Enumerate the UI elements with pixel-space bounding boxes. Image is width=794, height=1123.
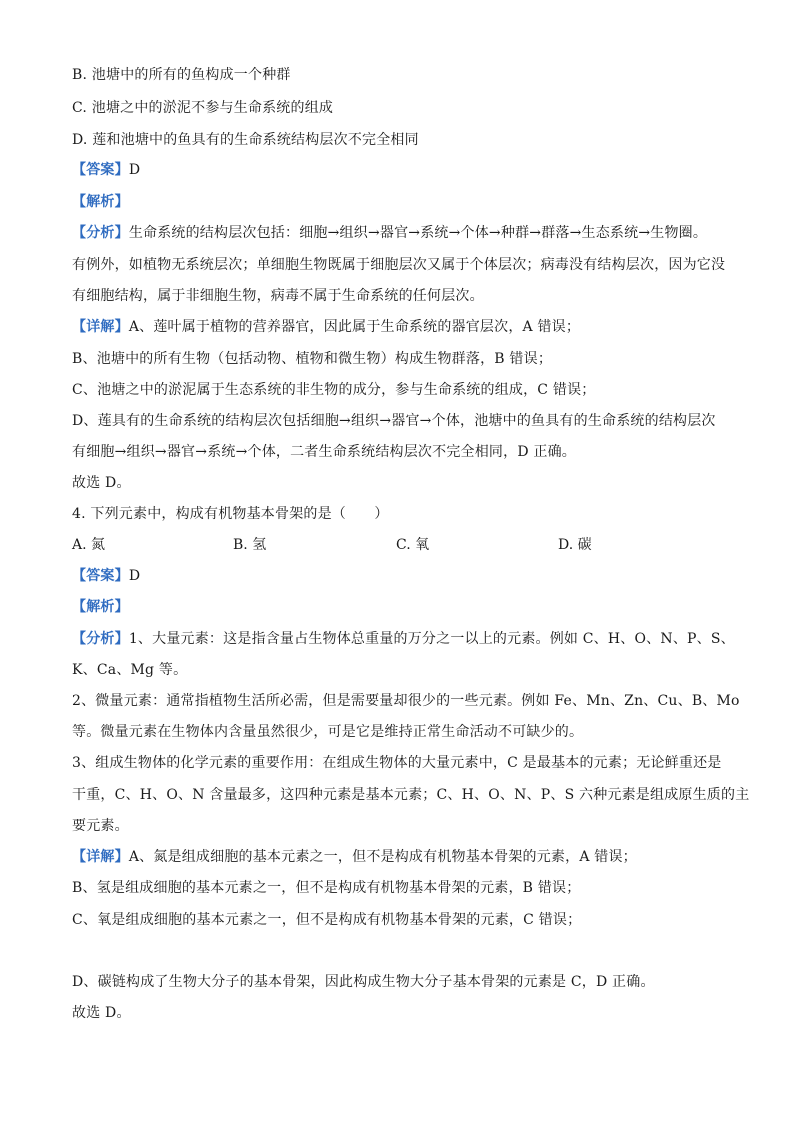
question-4-stem: 4. 下列元素中，构成有机物基本骨架的是（ ） [72,506,389,522]
q4-detail-tag: 【详解】 [72,849,129,865]
q4-fenxi-line-7: 要元素。 [72,818,129,834]
q4-detail-line-4: D、碳链构成了生物大分子的基本骨架，因此构成生物大分子基本骨架的元素是 C，D 正确。 [72,974,655,990]
q4-detail-line-1 [72,847,637,867]
q4-detail-line-2: B、氢是组成细胞的基本元素之一，但不是构成有机物基本骨架的元素，B 错误； [72,880,581,896]
q4-answer-tag: 【答案】 [72,568,129,584]
q4-fenxi-line-2: K、Ca、Mg 等。 [72,662,188,678]
q4-option-b: B. 氢 [233,537,267,553]
q4-fenxi-line-6: 干重，C、H、O、N 含量最多，这四种元素是基本元素；C、H、O、N、P、S 六种元素是组成原生质的主 [72,787,750,803]
q4-fenxi-line-3: 2、微量元素：通常指植物生活所必需，但是需要量却很少的一些元素。例如 Fe、Mn、Zn、Cu、B、Mo [72,693,740,709]
q4-analysis-heading [72,597,129,617]
fenxi-tag: 【分析】 [72,225,129,241]
answer-value: D [128,162,141,178]
q4-fenxi-line-4: 等。微量元素在生物体内含量虽然很少，可是它是维持正常生命活动不可缺少的。 [72,724,584,740]
analysis-tag: 【解析】 [72,194,129,210]
answer-line [72,160,140,180]
option-c: C. 池塘之中的淤泥不参与生命系统的组成 [72,100,334,116]
option-d: D. 莲和池塘中的鱼具有的生命系统结构层次不完全相同 [72,132,419,148]
detail-line-5: 有细胞→组织→器官→系统→个体，二者生命系统结构层次不完全相同，D 正确。 [72,444,576,460]
detail-line-6: 故选 D。 [72,475,131,491]
detail-line-2: B、池塘中的所有生物（包括动物、植物和微生物）构成生物群落，B 错误； [72,351,553,367]
fenxi-line-2: 有例外，如植物无系统层次；单细胞生物既属于细胞层次又属于个体层次；病毒没有结构层次，因为它没 [72,257,726,273]
q4-detail-line-5: 故选 D。 [72,1005,131,1021]
detail-tag: 【详解】 [72,319,129,335]
q4-fenxi-tag: 【分析】 [72,631,129,647]
detail-text: A、莲叶属于植物的营养器官，因此属于生命系统的器官层次，A 错误； [128,319,581,335]
fenxi-line-1 [72,223,707,243]
analysis-heading [72,192,129,212]
detail-line-1 [72,317,580,337]
answer-tag: 【答案】 [72,162,129,178]
q4-analysis-tag: 【解析】 [72,599,129,615]
q4-fenxi-line-1 [72,629,735,649]
detail-line-3: C、池塘之中的淤泥属于生态系统的非生物的成分，参与生命系统的组成，C 错误； [72,382,596,398]
q4-detail-line-3: C、氧是组成细胞的基本元素之一，但不是构成有机物基本骨架的元素，C 错误； [72,912,582,928]
q4-detail-text: A、氮是组成细胞的基本元素之一，但不是构成有机物基本骨架的元素，A 错误； [128,849,637,865]
q4-option-c: C. 氧 [396,537,430,553]
q4-answer-value: D [128,568,141,584]
q4-fenxi-text: 1、大量元素：这是指含量占生物体总重量的万分之一以上的元素。例如 C、H、O、N、P、S、 [128,631,735,647]
q4-option-d: D. 碳 [558,537,592,553]
detail-line-4: D、莲具有的生命系统的结构层次包括细胞→组织→器官→个体，池塘中的鱼具有的生命系统的结构层次 [72,413,716,429]
q4-fenxi-line-5: 3、组成生物体的化学元素的重要作用：在组成生物体的大量元素中，C 是最基本的元素；无论鲜重还是 [72,755,722,771]
fenxi-line-3: 有细胞结构，属于非细胞生物，病毒不属于生命系统的任何层次。 [72,288,484,304]
option-b: B. 池塘中的所有的鱼构成一个种群 [72,67,291,83]
fenxi-text: 生命系统的结构层次包括：细胞→组织→器官→系统→个体→种群→群落→生态系统→生物圈。 [128,225,708,241]
q4-answer-line [72,566,140,586]
q4-option-a: A. 氮 [72,537,106,553]
